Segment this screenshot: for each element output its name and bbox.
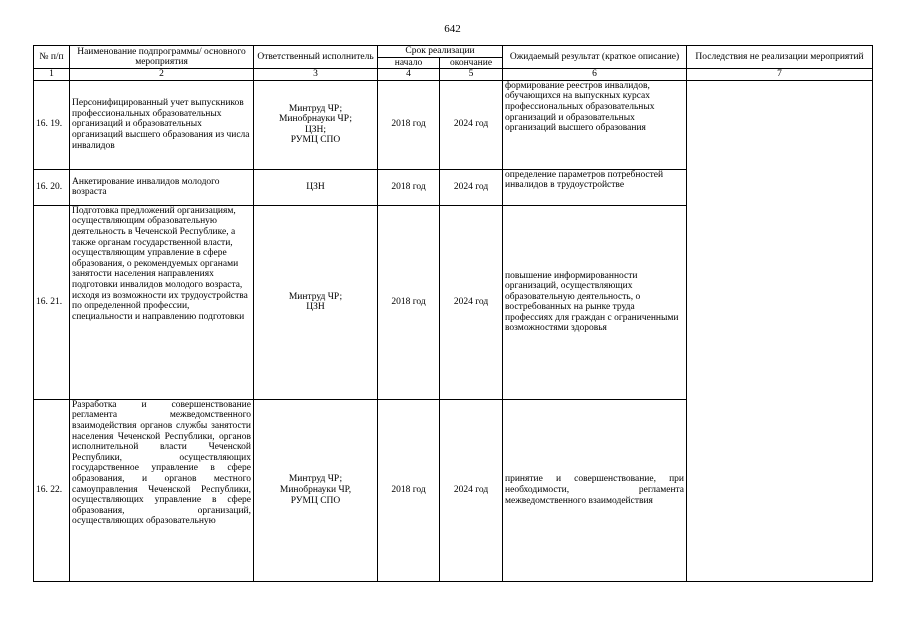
responsible-executor [254, 80, 378, 169]
column-number: 1 [34, 69, 70, 81]
responsible-executor [254, 205, 378, 399]
header-consequences: Последствия не реализации мероприятий [687, 46, 873, 69]
executor-line: РУМЦ СПО [290, 495, 341, 506]
header-row-1 [34, 46, 873, 58]
header-period: Срок реализации [378, 46, 503, 58]
page-number: 642 [444, 23, 461, 35]
start-year: 2018 год [378, 399, 440, 581]
activity-name: Подготовка предложений организациям, осуществляющим образовательную деятельность в Чеченской Республике, а также органам государственной власти, осуществляющим управление в сфере образования, о рекомендуемых органами занятости населения направлениях подготовки инвалидов молодого возраста, исходя из возможности их трудоустройства по определенной профессии, специальности и направлению подготовки [70, 205, 254, 399]
column-number: 7 [687, 69, 873, 81]
header-name: Наименование подпрограммы/ основного мероприятия [70, 46, 254, 69]
start-year: 2018 год [378, 80, 440, 169]
executor-line: Минобрнауки ЧР; [278, 114, 353, 125]
column-number: 5 [440, 69, 503, 81]
executor-line: РУМЦ СПО [290, 135, 341, 146]
row-number: 16. 21. [34, 205, 70, 399]
expected-result: определение параметров потребностей инвалидов в трудоустройстве [503, 169, 687, 205]
end-year: 2024 год [440, 205, 503, 399]
column-number: 6 [503, 69, 687, 81]
end-year: 2024 год [440, 169, 503, 205]
executor-line: ЦЗН; [304, 124, 327, 135]
expected-result: принятие и совершенствование, при необходимости, регламента межведомственного взаимодействия [503, 399, 687, 581]
executor-line: ЦЗН [306, 302, 325, 313]
header-executor: Ответственный исполнитель [254, 46, 378, 69]
column-number: 2 [70, 69, 254, 81]
end-year: 2024 год [440, 80, 503, 169]
column-number-row [34, 69, 873, 81]
start-year: 2018 год [378, 205, 440, 399]
consequences-cell [687, 80, 873, 581]
header-end: окончание [440, 57, 503, 69]
executor-line: Минтруд ЧР; [288, 474, 343, 485]
responsible-executor [254, 169, 378, 205]
expected-result: формирование реестров инвалидов, обучающихся на выпускных курсах профессиональных образовательных организаций и образовательных организаций высшего образования [503, 80, 687, 169]
responsible-executor [254, 399, 378, 581]
activity-name: Разработка и совершенствование регламента межведомственного взаимодействия органов службы занятости населения Чеченской Республики, органов исполнительной власти Чеченской Республики, осуществляющих государственное управление в сфере образования, и органов местного самоуправления Чеченской Республики, осуществляющих управление в сфере образования, организаций, осуществляющих образовательную [70, 399, 254, 581]
activity-name: Персонифицированный учет выпускников профессиональных образовательных организаций и образовательных организаций высшего образования из числа инвалидов [70, 80, 254, 169]
row-number: 16. 20. [34, 169, 70, 205]
table-row [34, 80, 873, 169]
start-year: 2018 год [378, 169, 440, 205]
header-result: Ожидаемый результат (краткое описание) [503, 46, 687, 69]
executor-line: Минобрнауки ЧР, [279, 484, 352, 495]
end-year: 2024 год [440, 399, 503, 581]
activities-table [33, 45, 873, 582]
executor-line: Минтруд ЧР; [288, 103, 343, 114]
header-num: № п/п [34, 46, 70, 69]
row-number: 16. 19. [34, 80, 70, 169]
column-number: 3 [254, 69, 378, 81]
row-number: 16. 22. [34, 399, 70, 581]
column-number: 4 [378, 69, 440, 81]
executor-line: ЦЗН [306, 181, 325, 192]
activity-name: Анкетирование инвалидов молодого возраста [70, 169, 254, 205]
header-start: начало [378, 57, 440, 69]
expected-result: повышение информированности организаций, осуществляющих образовательную деятельность, о востребованных на рынке труда профессиях для граждан с ограниченными возможностями здоровья [503, 205, 687, 399]
executor-line: Минтруд ЧР; [288, 291, 343, 302]
